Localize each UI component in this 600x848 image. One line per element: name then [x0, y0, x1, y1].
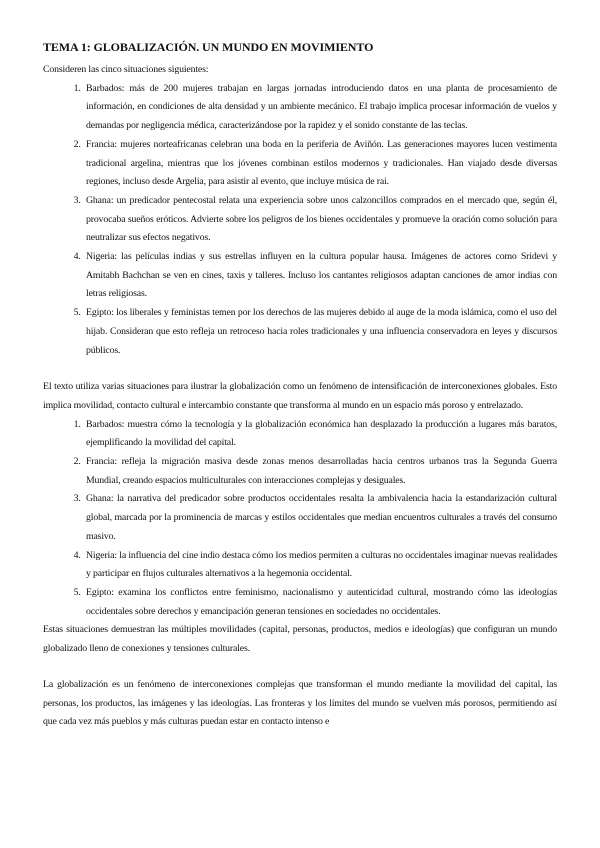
situation-egipto: 5. Egipto: los liberales y feministas temen por los derechos de las mujeres debido al auge de la moda islámica, como el uso del hijab. Consideran que esto refleja un retroceso hacia roles tradicionales y una influencia conservadora en leyes y discursos públicos. [83, 304, 557, 360]
situation-nigeria: 4. Nigeria: las películas indias y sus estrellas influyen en la cultura popular hausa. Imágenes de actores como Sridevi y Amitabh Bachchan se ven en cines, taxis y talleres. Incluso los cantantes religiosos adaptan canciones de amor indias con letras religiosas. [83, 248, 557, 304]
analysis-nigeria: 4. Nigeria: la influencia del cine indio destaca cómo los medios permiten a culturas no occidentales imaginar nuevas realidades y participar en flujos culturales alternativos a la hegemonía occidental. [83, 547, 557, 584]
page-title: TEMA 1: GLOBALIZACIÓN. UN MUNDO EN MOVIMIENTO [43, 40, 374, 54]
spacer [43, 659, 557, 676]
summary-text: Estas situaciones demuestran las múltiples movilidades (capital, personas, productos, medios e ideologías) que configuran un mundo globalizado lleno de conexiones y tensiones culturales. [43, 624, 557, 655]
analysis-list [43, 416, 557, 622]
spacer [43, 360, 557, 378]
analysis-intro: El texto utiliza varias situaciones para ilustrar la globalización como un fenómeno de intensificación de interconexiones globales. Esto implica movilidad, contacto cultural e intercambio constante que transforma al mundo en un espacio más poroso y entrelazado. [43, 381, 557, 411]
situations-list [43, 80, 557, 361]
analysis-francia: 2. Francia: refleja la migración masiva desde zonas menos desarrolladas hacia centros urbanos tras la Segunda Guerra Mundial, creando espacios multiculturales con interacciones complejas y desiguales. [83, 453, 557, 490]
intro-text: Consideren las cinco situaciones siguientes: [43, 64, 209, 75]
analysis-ghana: 3. Ghana: la narrativa del predicador sobre productos occidentales resalta la ambivalencia hacia la estandarización cultural global, marcada por la prominencia de marcas y estilos occidentales que median encuentros culturales a través del consumo masivo. [83, 490, 557, 546]
final-paragraph: La globalización es un fenómeno de interconexiones complejas que transforman el mundo mediante la movilidad del capital, las personas, los productos, las imágenes y las ideologías. Las fronteras y los límites del mundo se vuelven más porosos, permitiendo así que cada vez más pueblos y más culturas puedan estar en contacto intenso e [43, 678, 557, 728]
analysis-egipto: 5. Egipto: examina los conflictos entre feminismo, nacionalismo y autenticidad cultural, mostrando cómo las ideologías occidentales sobre derechos y emancipación generan tensiones en sociedades no occidentales. [83, 584, 557, 621]
situation-ghana: 3. Ghana: un predicador pentecostal relata una experiencia sobre unos calzoncillos comprados en el mercado que, según él, provocaba sueños eróticos. Advierte sobre los peligros de los bienes occidentales y promueve la oración como solución para neutralizar sus efectos negativos. [83, 192, 557, 248]
situation-barbados: 1. Barbados: más de 200 mujeres trabajan en largas jornadas introduciendo datos en una planta de procesamiento de información, en condiciones de alta densidad y un ambiente mecánico. El trabajo implica procesar información de vuelos y demandas por negligencia médica, caracterizándose por la rapidez y el sonido constante de las teclas. [83, 80, 557, 136]
analysis-barbados: 1. Barbados: muestra cómo la tecnología y la globalización económica han desplazado la producción a lugares más baratos, ejemplificando la movilidad del capital. [83, 416, 557, 453]
situation-francia: 2. Francia: mujeres norteafricanas celebran una boda en la periferia de Aviñón. Las generaciones mayores lucen vestimenta tradicional argelina, mientras que los jóvenes combinan estilos modernos y tradicionales. Han viajado desde diversas regiones, incluso desde Argelia, para asistir al evento, que incluye música de rai. [83, 136, 557, 192]
